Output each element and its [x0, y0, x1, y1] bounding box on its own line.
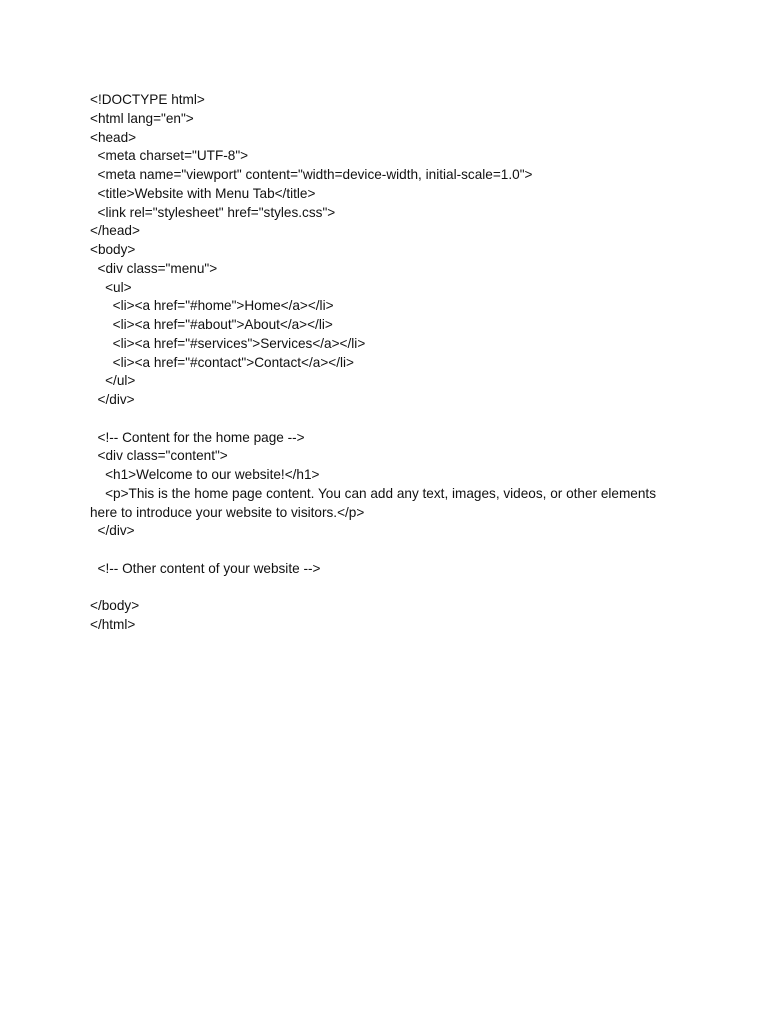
code-line-body-close: </body> — [90, 598, 140, 614]
code-line-p-continued: here to introduce your website to visitors.</p> — [90, 504, 365, 520]
code-line-html-open: <html lang="en"> — [90, 110, 194, 126]
code-line-doctype: <!DOCTYPE html> — [90, 92, 205, 107]
code-line-ul-open: <ul> — [90, 279, 132, 295]
code-line-content-div-open: <div class="content"> — [90, 448, 228, 464]
code-line-meta-viewport: <meta name="viewport" content="width=device-width, initial-scale=1.0"> — [90, 167, 533, 182]
code-line-blank — [90, 410, 690, 429]
code-line-link-stylesheet: <link rel="stylesheet" href="styles.css"> — [90, 204, 336, 220]
code-line-head-open: <head> — [90, 129, 137, 145]
code-line-li-services: <li><a href="#services">Services</a></li> — [90, 335, 366, 351]
code-line-ul-close: </ul> — [90, 373, 136, 389]
code-line-comment-home: <!-- Content for the home page --> — [90, 429, 305, 445]
code-listing — [90, 91, 690, 635]
code-line-h1: <h1>Welcome to our website!</h1> — [90, 467, 320, 482]
code-line-li-about: <li><a href="#about">About</a></li> — [90, 317, 333, 332]
code-line-body-open: <body> — [90, 242, 136, 257]
code-line-menu-div-open: <div class="menu"> — [90, 260, 218, 276]
code-line-blank — [90, 579, 690, 598]
code-line-html-close: </html> — [90, 617, 136, 632]
code-line-meta-charset: <meta charset="UTF-8"> — [90, 148, 249, 164]
code-line-comment-other: <!-- Other content of your website --> — [90, 560, 321, 576]
code-line-p-open: <p>This is the home page content. You can add any text, images, videos, or other elements — [90, 485, 656, 501]
code-line-blank — [90, 541, 690, 560]
code-line-li-home: <li><a href="#home">Home</a></li> — [90, 298, 334, 314]
code-line-head-close: </head> — [90, 223, 140, 239]
code-line-menu-div-close: </div> — [90, 392, 135, 407]
code-line-title: <title>Website with Menu Tab</title> — [90, 185, 316, 201]
code-line-li-contact: <li><a href="#contact">Contact</a></li> — [90, 354, 354, 370]
code-line-content-div-close: </div> — [90, 523, 135, 539]
